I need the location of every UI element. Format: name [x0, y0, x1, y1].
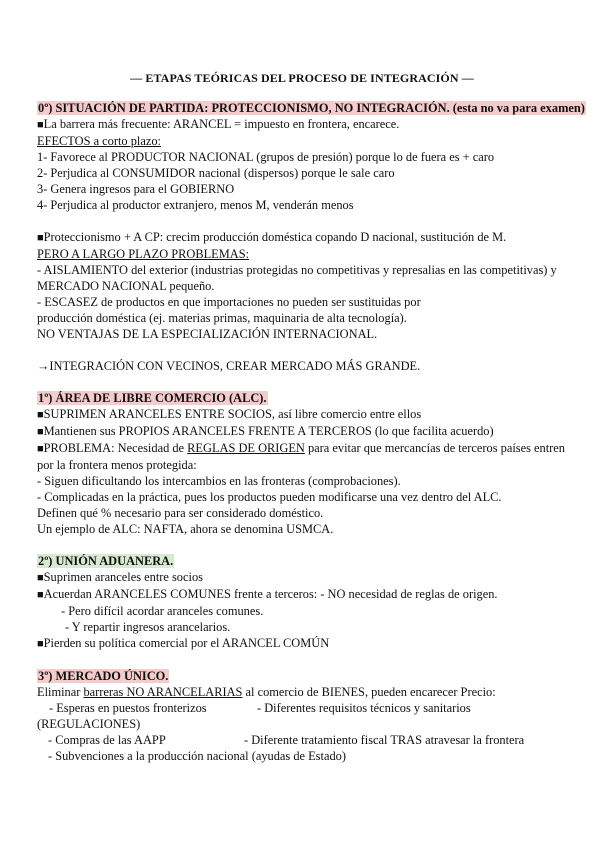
s1-bullet-2-text: Mantienen sus PROPIOS ARANCELES FRENTE A TERCEROS (lo que facilita acuerdo): [43, 424, 494, 438]
square-bullet-icon: ■: [37, 232, 44, 244]
s3-intro-pre: Eliminar: [37, 685, 84, 699]
s0-effect-2: 2- Perjudica al CONSUMIDOR nacional (dispersos) porque le sale caro: [37, 166, 395, 180]
section-1-heading-line: [37, 390, 567, 406]
s0-no-advantages: NO VENTAJAS DE LA ESPECIALIZACIÓN INTERNACIONAL.: [37, 327, 378, 341]
s3-intro: [37, 684, 567, 700]
s2-sub-2: - Y repartir ingresos arancelarios.: [65, 620, 231, 634]
s0-effects-title: EFECTOS a corto plazo:: [37, 134, 162, 148]
s0-effect-4: 4- Perjudica al productor extranjero, menos M, venderán menos: [37, 198, 354, 212]
s2-bullet-1-text: Suprimen aranceles entre socios: [43, 570, 203, 584]
square-bullet-icon: ■: [37, 572, 44, 584]
section-2-heading-line: [37, 553, 567, 569]
document-title: — ETAPAS TEÓRICAS DEL PROCESO DE INTEGRACIÓN —: [130, 71, 474, 85]
s2-sub-1: - Pero difícil acordar aranceles comunes.: [61, 604, 264, 618]
s2-bullet-1: [37, 569, 567, 586]
s0-problem-2: - ESCASEZ de productos en que importaciones no pueden ser sustituidas por producción doméstica (ej. materias primas, maquinaria de alta tecnología).: [37, 295, 421, 325]
s0-problem-1: - AISLAMIENTO del exterior (industrias protegidas no competitivas y represalias en las competitivas) y MERCADO NACIONAL pequeño.: [37, 263, 557, 293]
s0-effect-3: 3- Genera ingresos para el GOBIERNO: [37, 182, 235, 196]
section-1-heading: 1º) ÁREA DE LIBRE COMERCIO (ALC).: [38, 391, 267, 405]
s2-bullet-3: [37, 635, 567, 652]
document-body: [37, 70, 585, 764]
s0-protectionism-text: Proteccionismo + A CP: crecim producción doméstica copando D nacional, sustitución de M.: [43, 230, 507, 244]
s3-public-procurement: - Compras de las AAPP: [48, 733, 166, 747]
s0-barrier-text: La barrera más frecuente: ARANCEL = impuesto en frontera, encarece.: [43, 117, 400, 131]
section-3-heading-line: [37, 668, 567, 684]
section-0-heading: 0º) SITUACIÓN DE PARTIDA: PROTECCIONISMO, NO INTEGRACIÓN. (esta no va para examen): [38, 101, 585, 115]
s1-bullet-2: [37, 423, 567, 440]
s1-bullet-1-text: SUPRIMEN ARANCELES ENTRE SOCIOS, así libre comercio entre ellos: [43, 407, 422, 421]
square-bullet-icon: ■: [37, 589, 44, 601]
s3-fiscal-treatment: - Diferente tratamiento fiscal TRAS atravesar la frontera: [244, 733, 525, 747]
section-3-heading: 3º) MERCADO ÚNICO.: [38, 669, 169, 683]
s2-bullet-3-text: Pierden su política comercial por el ARANCEL COMÚN: [43, 636, 330, 650]
s2-bullet-2: [37, 586, 567, 603]
s3-row-1: [37, 700, 567, 716]
s3-row-2: [37, 732, 567, 748]
s1-bullet-3-post: para evitar que mercancías de terceros países entren por la frontera menos protegida:: [37, 441, 565, 472]
s3-border-waits: - Esperas en puestos fronterizos: [49, 701, 207, 715]
s1-example: Un ejemplo de ALC: NAFTA, ahora se denomina USMCA.: [37, 522, 334, 536]
square-bullet-icon: ■: [37, 443, 44, 455]
s1-bullet-1: [37, 406, 567, 423]
s3-regulations: (REGULACIONES): [37, 717, 141, 731]
s1-bullet-3: [37, 440, 567, 473]
s3-technical-requirements: - Diferentes requisitos técnicos y sanitarios: [257, 701, 471, 715]
s3-subsidies: - Subvenciones a la producción nacional (ayudas de Estado): [48, 749, 346, 763]
section-0-heading-line: [37, 100, 585, 116]
s0-problems-title: PERO A LARGO PLAZO PROBLEMAS:: [37, 247, 250, 261]
s1-detail-1: - Siguen dificultando los intercambios en las fronteras (comprobaciones).: [37, 474, 401, 488]
square-bullet-icon: ■: [37, 409, 44, 421]
s0-barrier-line: [37, 116, 567, 133]
s1-rules-of-origin: REGLAS DE ORIGEN: [187, 441, 305, 455]
s0-protectionism-line: [37, 229, 567, 246]
s1-bullet-3-pre: PROBLEMA: Necesidad de: [43, 441, 188, 455]
s1-detail-2: - Complicadas en la práctica, pues los productos pueden modificarse una vez dentro del ALC.: [37, 490, 502, 504]
square-bullet-icon: ■: [37, 426, 44, 438]
section-2-heading: 2º) UNIÓN ADUANERA.: [38, 554, 174, 568]
s3-intro-post: al comercio de BIENES, pueden encarecer Precio:: [242, 685, 496, 699]
s1-detail-3: Definen qué % necesario para ser considerado doméstico.: [37, 506, 324, 520]
s0-effect-1: 1- Favorece al PRODUCTOR NACIONAL (grupos de presión) porque lo de fuera es + caro: [37, 150, 495, 164]
s3-non-tariff-barriers: barreras NO ARANCELARIAS: [83, 685, 243, 699]
square-bullet-icon: ■: [37, 638, 44, 650]
square-bullet-icon: ■: [37, 119, 44, 131]
s0-integration: →INTEGRACIÓN CON VECINOS, CREAR MERCADO MÁS GRANDE.: [37, 359, 421, 373]
s2-bullet-2-text: Acuerdan ARANCELES COMUNES frente a terceros: - NO necesidad de reglas de origen.: [43, 587, 498, 601]
